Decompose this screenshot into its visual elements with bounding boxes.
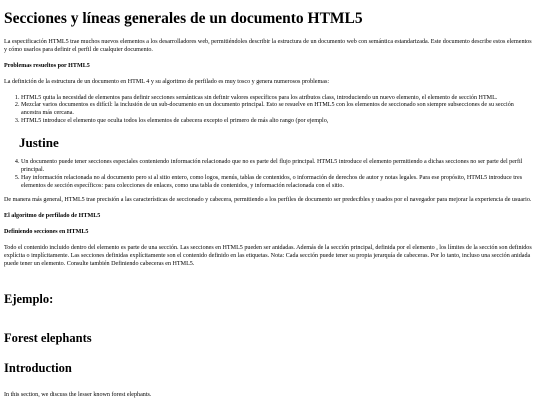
example-heading: Ejemplo: — [4, 291, 54, 306]
problems-heading: Problemas resueltos por HTML5 — [4, 62, 90, 69]
introduction-heading: Introduction — [4, 361, 72, 376]
inline-heading: Justine — [19, 135, 59, 151]
page-title: Secciones y líneas generales de un documento HTML5 — [4, 10, 363, 27]
list-item: 2. Mezclar varios documentos es difícil: la inclusión de un sub-documento en un documento principal. Esto se resuelve en HTML5 con los elementos de seccionado son siempre subsecciones de su sección ancestra más cercana. — [21, 102, 535, 118]
defining-sections-paragraph: Todo el contenido incluido dentro del elemento es parte de una sección. Las secciones en HTML5 pueden ser anidadas. Además de la sección principal, definida por el elemento , los límites de la sección son definidos explícita o implícitamente. Las secciones definidas explícitamente son el contenido definido en las etiquetas. Nota: Cada sección puede tener su propia jerarquía de cabeceras. Por lo tanto, incluso una sección anidada puede tener un elemento. Consulte también Definiendo cabeceras en HTML5. — [4, 244, 532, 267]
intro-paragraph: La especificación HTML5 trae muchos nuevos elementos a los desarrolladores web, permitiéndoles describir la estructura de un documento web con semántica estandarizada. Este documento describe estos elementos y cómo usarlos para definir el perfil de cualquier documento. — [4, 38, 532, 53]
list-item: 1. HTML5 quita la necesidad de elementos para definir secciones semánticas sin definir valores específicos para los atributos class, introduciendo un nuevo elemento, el elemento de sección HTML. — [21, 95, 535, 103]
problems-list-first — [4, 95, 535, 127]
summary-paragraph: De manera más general, HTML5 trae precisión a las características de seccionado y cabecera, permitiendo a los perfiles de documento ser predecibles y usados por el navegador para mejorar la experiencia de usuario. — [4, 197, 532, 204]
problems-intro-paragraph: La definición de la estructura de un documento en HTML 4 y su algoritmo de perfilado es muy tosco y genera numerosos problemas: — [4, 78, 330, 85]
problems-list-second — [4, 159, 535, 191]
algorithm-heading: El algoritmo de perfilado de HTML5 — [4, 213, 101, 220]
list-item: 3. HTML5 introduce el elemento que oculta todos los elementos de cabecera excepto el primero de más alto rango (por ejemplo, — [21, 118, 535, 126]
list-item: 5. Hay información relacionada no al documento pero si al sitio entero, como logos, menús, tablas de contenidos, o información de derechos de autor y notas legales. Para ese propósito, HTML5 introduce tres elementos de sección específicos: para colecciones de enlaces, como una tabla de contenidos, y información relacionada con el sitio. — [21, 175, 535, 191]
forest-elephants-heading: Forest elephants — [4, 331, 92, 346]
defining-sections-heading: Definiendo secciones en HTML5 — [4, 229, 89, 236]
list-item: 4. Un documento puede tener secciones especiales conteniendo información relacionado que no es parte del flujo principal. HTML5 introduce el elemento permitiendo a dichas secciones no ser parte del perfil principal. — [21, 159, 535, 175]
final-paragraph: In this section, we discuss the lesser known forest elephants. — [4, 391, 152, 398]
